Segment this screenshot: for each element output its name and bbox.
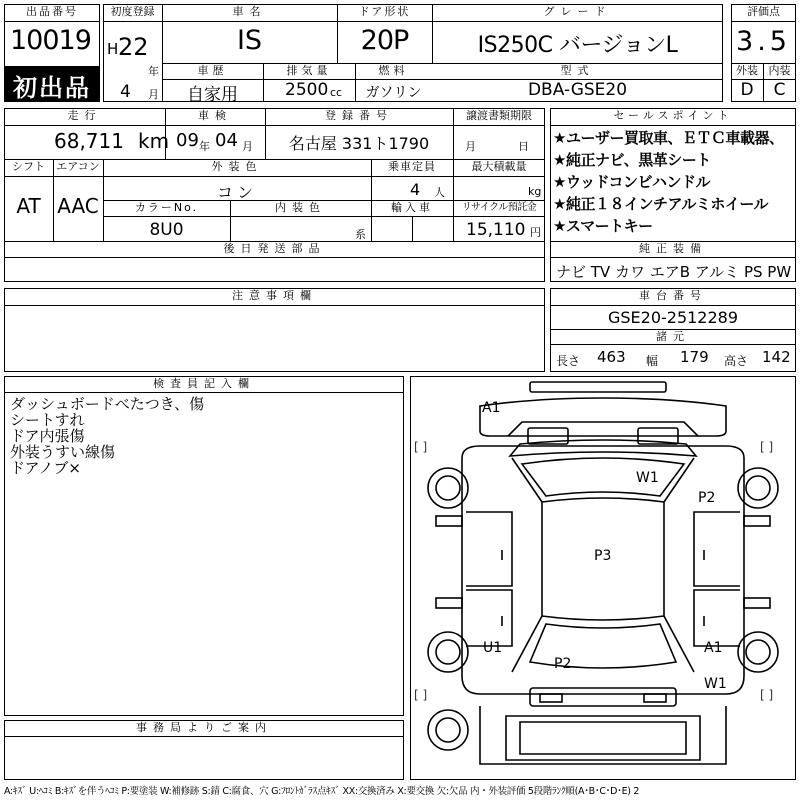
- sales-point-item: ★ウッドコンビハンドル: [553, 173, 711, 191]
- equipment-label: 純正装備: [639, 242, 707, 255]
- mileage-label: 走行: [67, 109, 102, 122]
- shift: AT: [16, 194, 41, 218]
- transfer-label: 譲渡書類期限: [466, 109, 532, 122]
- month-unit: 月: [148, 88, 159, 101]
- door-label: ドア形状: [358, 5, 411, 18]
- first-listing-text: 初出品: [13, 74, 91, 102]
- capacity-unit: 人: [434, 186, 445, 199]
- mileage: 68,711: [54, 129, 124, 153]
- max-load-unit: kg: [528, 185, 542, 198]
- inspector-notes: [10, 396, 204, 476]
- aircon: AAC: [57, 194, 99, 218]
- damage-mark-w1-bottom: W1: [704, 676, 727, 692]
- int-color-unit: 系: [355, 228, 366, 241]
- year-unit: 年: [148, 65, 159, 78]
- mileage-unit: km: [138, 129, 170, 153]
- ext-color-label: 外装色: [211, 160, 263, 173]
- damage-mark-a1-top: A1: [482, 400, 501, 416]
- month: 4: [120, 82, 131, 102]
- height: 142: [762, 348, 791, 366]
- sales-points-label: セールスポイント: [613, 109, 733, 122]
- displacement: 2500: [285, 80, 329, 100]
- damage-mark-p2-right: P2: [698, 490, 716, 506]
- damage-mark-a1-right: A1: [704, 640, 723, 656]
- width: 179: [680, 348, 709, 366]
- equipment-items: ナビ TV カワ エアB アルミ PS PW: [556, 263, 792, 281]
- sales-point-item: ★純正ナビ、黒革シート: [553, 151, 711, 169]
- history: 自家用: [187, 85, 238, 105]
- width-label: 幅: [646, 354, 659, 368]
- recycle-label: リサイクル預託金: [461, 202, 537, 213]
- transfer-month-unit: 月: [465, 140, 476, 153]
- damage-mark-u1: U1: [483, 640, 503, 656]
- inspector-note: 外装うすい線傷: [10, 443, 116, 461]
- bracket-left-top: [ ]: [414, 440, 428, 454]
- later-parts-label: 後日発送部品: [223, 242, 326, 255]
- interior-label: 内装: [768, 64, 791, 77]
- sales-point-item: ★ユーザー買取車、ＥＴＣ車載器、: [553, 129, 784, 147]
- sales-point-item: ★スマートキー: [553, 217, 653, 235]
- car-diagram: [410, 376, 796, 780]
- bracket-right-top: [ ]: [760, 440, 774, 454]
- color-no-label: カラーNo.: [134, 201, 199, 214]
- office-label: 事務局よりご案内: [136, 721, 272, 734]
- capacity: 4: [410, 180, 421, 199]
- model-code-label: 型式: [560, 64, 595, 77]
- history-label: 車歴: [197, 64, 228, 77]
- displacement-unit: cc: [330, 86, 343, 99]
- fuel: ガソリン: [365, 85, 422, 101]
- damage-mark-w1-top: W1: [636, 470, 659, 486]
- chassis-label: 車台番号: [639, 289, 707, 302]
- damage-mark-p3: P3: [594, 548, 612, 564]
- length: 463: [597, 348, 626, 366]
- model-code: DBA-GSE20: [527, 80, 628, 100]
- inspector-note: ドア内張傷: [10, 427, 85, 445]
- displacement-label: 排気量: [286, 64, 332, 77]
- inspection-month-unit: 月: [242, 140, 253, 153]
- capacity-label: 乗車定員: [388, 160, 436, 173]
- exterior-label: 外装: [736, 64, 758, 77]
- notes-label: 注意事項欄: [232, 289, 317, 302]
- inspector-note: シートすれ: [10, 411, 85, 429]
- era: H: [107, 40, 119, 58]
- aircon-label: エアコン: [56, 160, 100, 173]
- inspector-note: ドアノブ×: [10, 459, 81, 477]
- max-load-label: 最大積載量: [471, 160, 527, 173]
- door: 20P: [360, 25, 409, 56]
- length-label: 長さ: [556, 354, 581, 368]
- inspector-note: ダッシュボードべたつき、傷: [10, 395, 205, 413]
- legend: A:ｷｽﾞ U:ﾍｺﾐ B:ｷｽﾞを伴うﾍｺﾐ P:要塗装 W:補修跡 S:錆 C:腐食、穴 G:ﾌﾛﾝﾄｶﾞﾗｽ点ｷｽﾞ XX:交換済み X:要交換 欠:欠品 内・外装評価 5段階ﾗﾝｸ順(A･B･C･D･E) 2: [4, 786, 640, 797]
- inspection-label: 車検: [198, 109, 232, 122]
- sales-points-list: [553, 127, 795, 237]
- interior-grade: C: [773, 80, 786, 100]
- shift-label: シフト: [12, 160, 45, 173]
- grade-label: グレード: [543, 5, 612, 18]
- inspector-label: 検査員記入欄: [153, 377, 255, 390]
- lot-number: 10019: [10, 25, 91, 56]
- car-name-label: 車名: [232, 5, 267, 18]
- exterior-grade: D: [740, 80, 754, 100]
- lot-number-label: 出品番号: [26, 5, 78, 18]
- score-label: 評価点: [747, 5, 780, 18]
- score: 3.5: [736, 26, 791, 57]
- chassis-number: GSE20-2512289: [607, 308, 739, 327]
- int-color-label: 内装色: [275, 201, 326, 214]
- import-label: 輸入車: [391, 201, 433, 214]
- recycle-unit: 円: [530, 226, 541, 239]
- inspection-month: 04: [215, 130, 238, 151]
- reg-no: 名古屋 331ト1790: [288, 134, 430, 153]
- year: 22: [118, 33, 149, 61]
- inspection-year-unit: 年: [199, 140, 210, 153]
- bracket-left-bottom: [ ]: [414, 688, 428, 702]
- recycle: 15,110: [466, 220, 526, 240]
- damage-mark-p2-bottom: P2: [554, 656, 572, 672]
- dims-label: 諸元: [656, 330, 690, 343]
- transfer-day-unit: 日: [518, 140, 529, 153]
- car-name: IS: [236, 25, 263, 56]
- sales-point-item: ★純正１８インチアルミホイール: [553, 195, 769, 213]
- first-reg-label: 初度登録: [110, 5, 155, 18]
- inspection-year: 09: [176, 130, 199, 151]
- fuel-label: 燃料: [378, 64, 409, 77]
- grade: IS250C バージョンL: [477, 33, 678, 58]
- ext-color: コン: [216, 183, 257, 202]
- color-no: 8U0: [149, 220, 184, 240]
- bracket-right-bottom: [ ]: [760, 688, 774, 702]
- height-label: 高さ: [724, 354, 749, 368]
- reg-no-label: 登録番号: [325, 109, 393, 122]
